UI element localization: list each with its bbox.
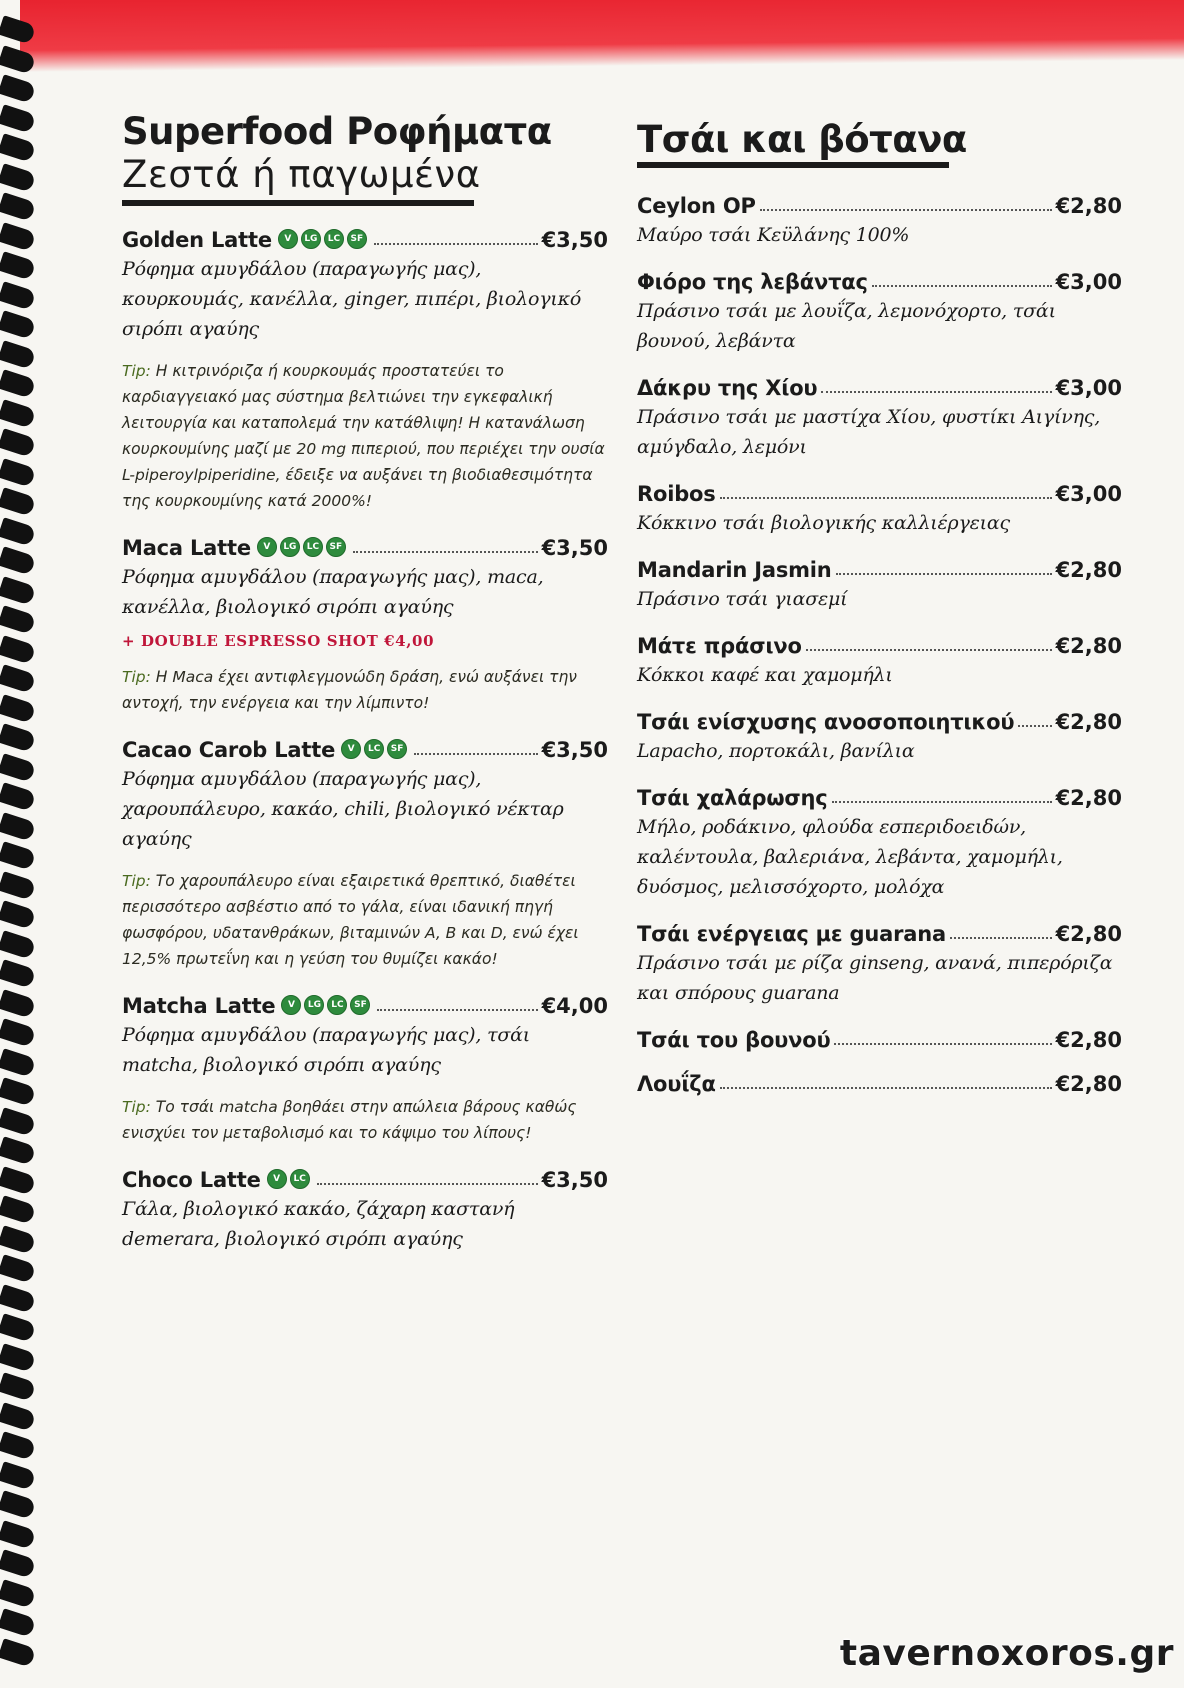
item-price: €2,80 [1055,634,1122,658]
tip-text: Η Maca έχει αντιφλεγμονώδη δράση, ενώ αυξάνει την αντοχή, την ενέργεια και την λίμπιντο! [122,668,577,712]
menu-item [637,1066,1122,1096]
dietary-badges [257,537,349,557]
title-underline [122,200,474,206]
section-title: Superfood Ροφήματα [122,110,552,153]
item-description: Ρόφημα αμυγδάλου (παραγωγής μας), τσάι matcha, βιολογικό σιρόπι αγαύης [122,1024,531,1076]
menu-item [122,1162,608,1254]
dietary-badge-icon: LC [290,1169,310,1189]
item-header [122,732,608,762]
spiral-ring [0,310,36,340]
spiral-ring [0,1579,36,1609]
spiral-ring [0,1195,36,1225]
item-description: Lapacho, πορτοκάλι, βανίλια [637,740,915,762]
spiral-ring [0,1018,36,1048]
spiral-ring [0,635,36,665]
spiral-ring [0,281,36,311]
dotted-leader [950,937,1052,939]
dotted-leader [872,285,1052,287]
spiral-ring [0,959,36,989]
dotted-leader [377,1009,537,1011]
spiral-ring [0,104,36,134]
dietary-badge-icon: V [281,995,301,1015]
dietary-badge-icon: V [341,739,361,759]
dietary-badge-icon: LC [324,229,344,249]
spiral-ring [0,133,36,163]
section-subtitle: Ζεστά ή παγωμένα [122,153,481,196]
spiral-ring [0,812,36,842]
item-price: €3,50 [541,536,608,560]
dotted-leader [821,391,1051,393]
spiral-ring [0,1313,36,1343]
dietary-badge-icon: SF [347,229,367,249]
red-header-band [20,0,1184,72]
dotted-leader [720,497,1052,499]
menu-item [637,552,1122,614]
tea-section [637,120,1122,1096]
spiral-ring [0,1431,36,1461]
item-header [637,1022,1122,1052]
spiral-ring [0,1107,36,1137]
item-price: €4,00 [541,994,608,1018]
spiral-ring [0,753,36,783]
item-header [637,628,1122,658]
item-name: Golden Latte [122,228,272,252]
menu-item [637,476,1122,538]
item-price: €3,50 [541,1168,608,1192]
tip-label: Tip: [122,362,151,380]
item-description: Πράσινο τσάι με μαστίχα Χίου, φυστίκι Αιγίνης, αμύγδαλο, λεμόνι [637,406,1101,458]
spiral-ring [0,1461,36,1491]
tip-text: Το χαρουπάλευρο είναι εξαιρετικά θρεπτικό, διαθέτει περισσότερο ασβέστιο από το γάλα, είναι ιδανική πηγή φωσφόρου, υδατανθράκων, βιταμινών A, B και D, ενώ έχει 12,5% πρωτεΐνη και η γεύση του θυμίζει κακάο! [122,872,579,968]
menu-item [637,188,1122,250]
item-name: Choco Latte [122,1168,261,1192]
spiral-ring [0,1402,36,1432]
item-extra-option: + DOUBLE ESPRESSO SHOT €4,00 [122,632,435,650]
dotted-leader [760,209,1052,211]
item-header [122,988,608,1018]
dotted-leader [1018,725,1051,727]
spiral-ring [0,1048,36,1078]
spiral-ring [0,1166,36,1196]
item-price: €2,80 [1055,786,1122,810]
item-price: €3,00 [1055,376,1122,400]
item-description: Κόκκινο τσάι βιολογικής καλλιέργειας [637,512,1010,534]
menu-item [637,780,1122,902]
spiral-ring [0,900,36,930]
item-header [637,264,1122,294]
title-underline [637,162,949,168]
spiral-ring [0,664,36,694]
spiral-ring [0,163,36,193]
spiral-ring [0,576,36,606]
menu-item [122,530,608,716]
dotted-leader [317,1183,538,1185]
dotted-leader [414,753,537,755]
item-header [122,530,608,560]
item-name: Roibos [637,482,716,506]
dietary-badges [281,995,373,1015]
spiral-ring [0,192,36,222]
dietary-badge-icon: V [278,229,298,249]
dietary-badges [341,739,410,759]
item-price: €2,80 [1055,710,1122,734]
item-description: Ρόφημα αμυγδάλου (παραγωγής μας), maca, κανέλλα, βιολογικό σιρόπι αγαύης [122,566,544,618]
spiral-binding [0,20,40,1680]
tip-label: Tip: [122,1098,151,1116]
section-title: Τσάι και βότανα [637,118,967,161]
spiral-ring [0,605,36,635]
item-name: Μάτε πράσινο [637,634,802,658]
dietary-badges [278,229,370,249]
item-description: Γάλα, βιολογικό κακάο, ζάχαρη καστανή demerara, βιολογικό σιρόπι αγαύης [122,1198,515,1250]
spiral-ring [0,546,36,576]
spiral-ring [0,458,36,488]
spiral-ring [0,487,36,517]
menu-item [637,628,1122,690]
item-header [637,1066,1122,1096]
dietary-badge-icon: LC [303,537,323,557]
spiral-ring [0,369,36,399]
item-name: Δάκρυ της Χίου [637,376,818,400]
item-price: €2,80 [1055,194,1122,218]
spiral-ring [0,1549,36,1579]
item-price: €2,80 [1055,558,1122,582]
spiral-ring [0,1077,36,1107]
tip-text: Το τσάι matcha βοηθάει στην απώλεια βάρους καθώς ενισχύει τον μεταβολισμό και το κάψιμο του λίπους! [122,1098,577,1142]
menu-item [122,988,608,1146]
tea-list [637,188,1122,1096]
item-description: Ρόφημα αμυγδάλου (παραγωγής μας), κουρκουμάς, κανέλλα, ginger, πιπέρι, βιολογικό σιρόπι αγαύης [122,258,582,340]
item-header [637,916,1122,946]
item-description: Πράσινο τσάι με λουΐζα, λεμονόχορτο, τσάι βουνού, λεβάντα [637,300,1056,352]
item-description: Πράσινο τσάι με ρίζα ginseng, ανανά, πιπερόριζα και σπόρους guarana [637,952,1113,1004]
tip-label: Tip: [122,872,151,890]
menu-item [637,370,1122,462]
item-price: €3,00 [1055,270,1122,294]
item-name: Matcha Latte [122,994,276,1018]
spiral-ring [0,222,36,252]
item-name: Λουΐζα [637,1072,716,1096]
item-price: €2,80 [1055,1028,1122,1052]
spiral-ring [0,251,36,281]
item-header [637,780,1122,810]
spiral-ring [0,517,36,547]
dietary-badge-icon: V [267,1169,287,1189]
item-name: Ceylon OP [637,194,756,218]
menu-item [122,222,608,514]
dietary-badge-icon: SF [387,739,407,759]
spiral-ring [0,1490,36,1520]
dietary-badge-icon: SF [350,995,370,1015]
spiral-ring [0,782,36,812]
item-name: Τσάι του βουνού [637,1028,831,1052]
item-name: Τσάι ενέργειας με guarana [637,922,946,946]
spiral-ring [0,1638,36,1668]
item-tip [122,868,608,972]
item-price: €2,80 [1055,1072,1122,1096]
tip-text: Η κιτρινόριζα ή κουρκουμάς προστατεύει το καρδιαγγειακό μας σύστημα βελτιώνει την εγκεφαλική λειτουργία και καταπολεμά την κατάθλιψη! Η κατανάλωση κουρκουμίνης μαζί με 20 mg πιπεριού, που περιέχει την ουσία L-piperoylpiperidine, έδειξε να αυξάνει τη βιοδιαθεσιμότητα της κουρκουμίνης κατά 2000%! [122,362,605,510]
item-header [637,476,1122,506]
spiral-ring [0,989,36,1019]
spiral-ring [0,45,36,75]
dietary-badge-icon: SF [326,537,346,557]
dietary-badge-icon: LG [280,537,300,557]
item-name: Maca Latte [122,536,251,560]
spiral-ring [0,428,36,458]
item-header [122,222,608,252]
menu-item [637,916,1122,1008]
item-header [637,704,1122,734]
spiral-ring [0,340,36,370]
menu-item [122,732,608,972]
item-price: €3,50 [541,228,608,252]
spiral-ring [0,399,36,429]
dotted-leader [720,1087,1052,1089]
dietary-badge-icon: LC [364,739,384,759]
dietary-badge-icon: LG [301,229,321,249]
item-name: Cacao Carob Latte [122,738,336,762]
spiral-ring [0,1136,36,1166]
spiral-ring [0,723,36,753]
spiral-ring [0,1520,36,1550]
menu-item [637,704,1122,766]
spiral-ring [0,930,36,960]
spiral-ring [0,1608,36,1638]
dietary-badge-icon: V [257,537,277,557]
dotted-leader [836,573,1052,575]
item-name: Τσάι ενίσχυσης ανοσοποιητικού [637,710,1015,734]
item-name: Τσάι χαλάρωσης [637,786,828,810]
item-name: Φιόρο της λεβάντας [637,270,868,294]
spiral-ring [0,871,36,901]
superfood-list [122,222,608,1254]
item-price: €2,80 [1055,922,1122,946]
item-header [637,188,1122,218]
dotted-leader [353,551,538,553]
spiral-ring [0,74,36,104]
item-header [122,1162,608,1192]
item-price: €3,00 [1055,482,1122,506]
tip-label: Tip: [122,668,151,686]
spiral-ring [0,1372,36,1402]
spiral-ring [0,1254,36,1284]
dietary-badge-icon: LC [327,995,347,1015]
item-tip [122,358,608,514]
item-price: €3,50 [541,738,608,762]
spiral-ring [0,694,36,724]
dotted-leader [806,649,1052,651]
dotted-leader [374,243,538,245]
dietary-badges [267,1169,313,1189]
spiral-ring [0,1284,36,1314]
item-description: Μήλο, ροδάκινο, φλούδα εσπεριδοειδών, καλέντουλα, βαλεριάνα, λεβάντα, χαμομήλι, δυόσμος, μελισσόχορτο, μολόχα [637,816,1063,898]
menu-item [637,264,1122,356]
item-tip [122,664,608,716]
item-description: Μαύρο τσάι Κεϋλάνης 100% [637,224,910,246]
spiral-ring [0,841,36,871]
dotted-leader [834,1043,1051,1045]
superfood-section [122,112,608,1254]
dotted-leader [832,801,1052,803]
item-description: Ρόφημα αμυγδάλου (παραγωγής μας), χαρουπάλευρο, κακάο, chili, βιολογικό νέκταρ αγαύης [122,768,564,850]
spiral-ring [0,1225,36,1255]
spiral-ring [0,15,36,45]
spiral-ring [0,1343,36,1373]
menu-item [637,1022,1122,1052]
item-description: Κόκκοι καφέ και χαμομήλι [637,664,893,686]
item-tip [122,1094,608,1146]
item-header [637,552,1122,582]
dietary-badge-icon: LG [304,995,324,1015]
item-description: Πράσινο τσάι γιασεμί [637,588,848,610]
watermark: tavernoxoros.gr [839,1633,1174,1674]
item-name: Mandarin Jasmin [637,558,832,582]
item-header [637,370,1122,400]
